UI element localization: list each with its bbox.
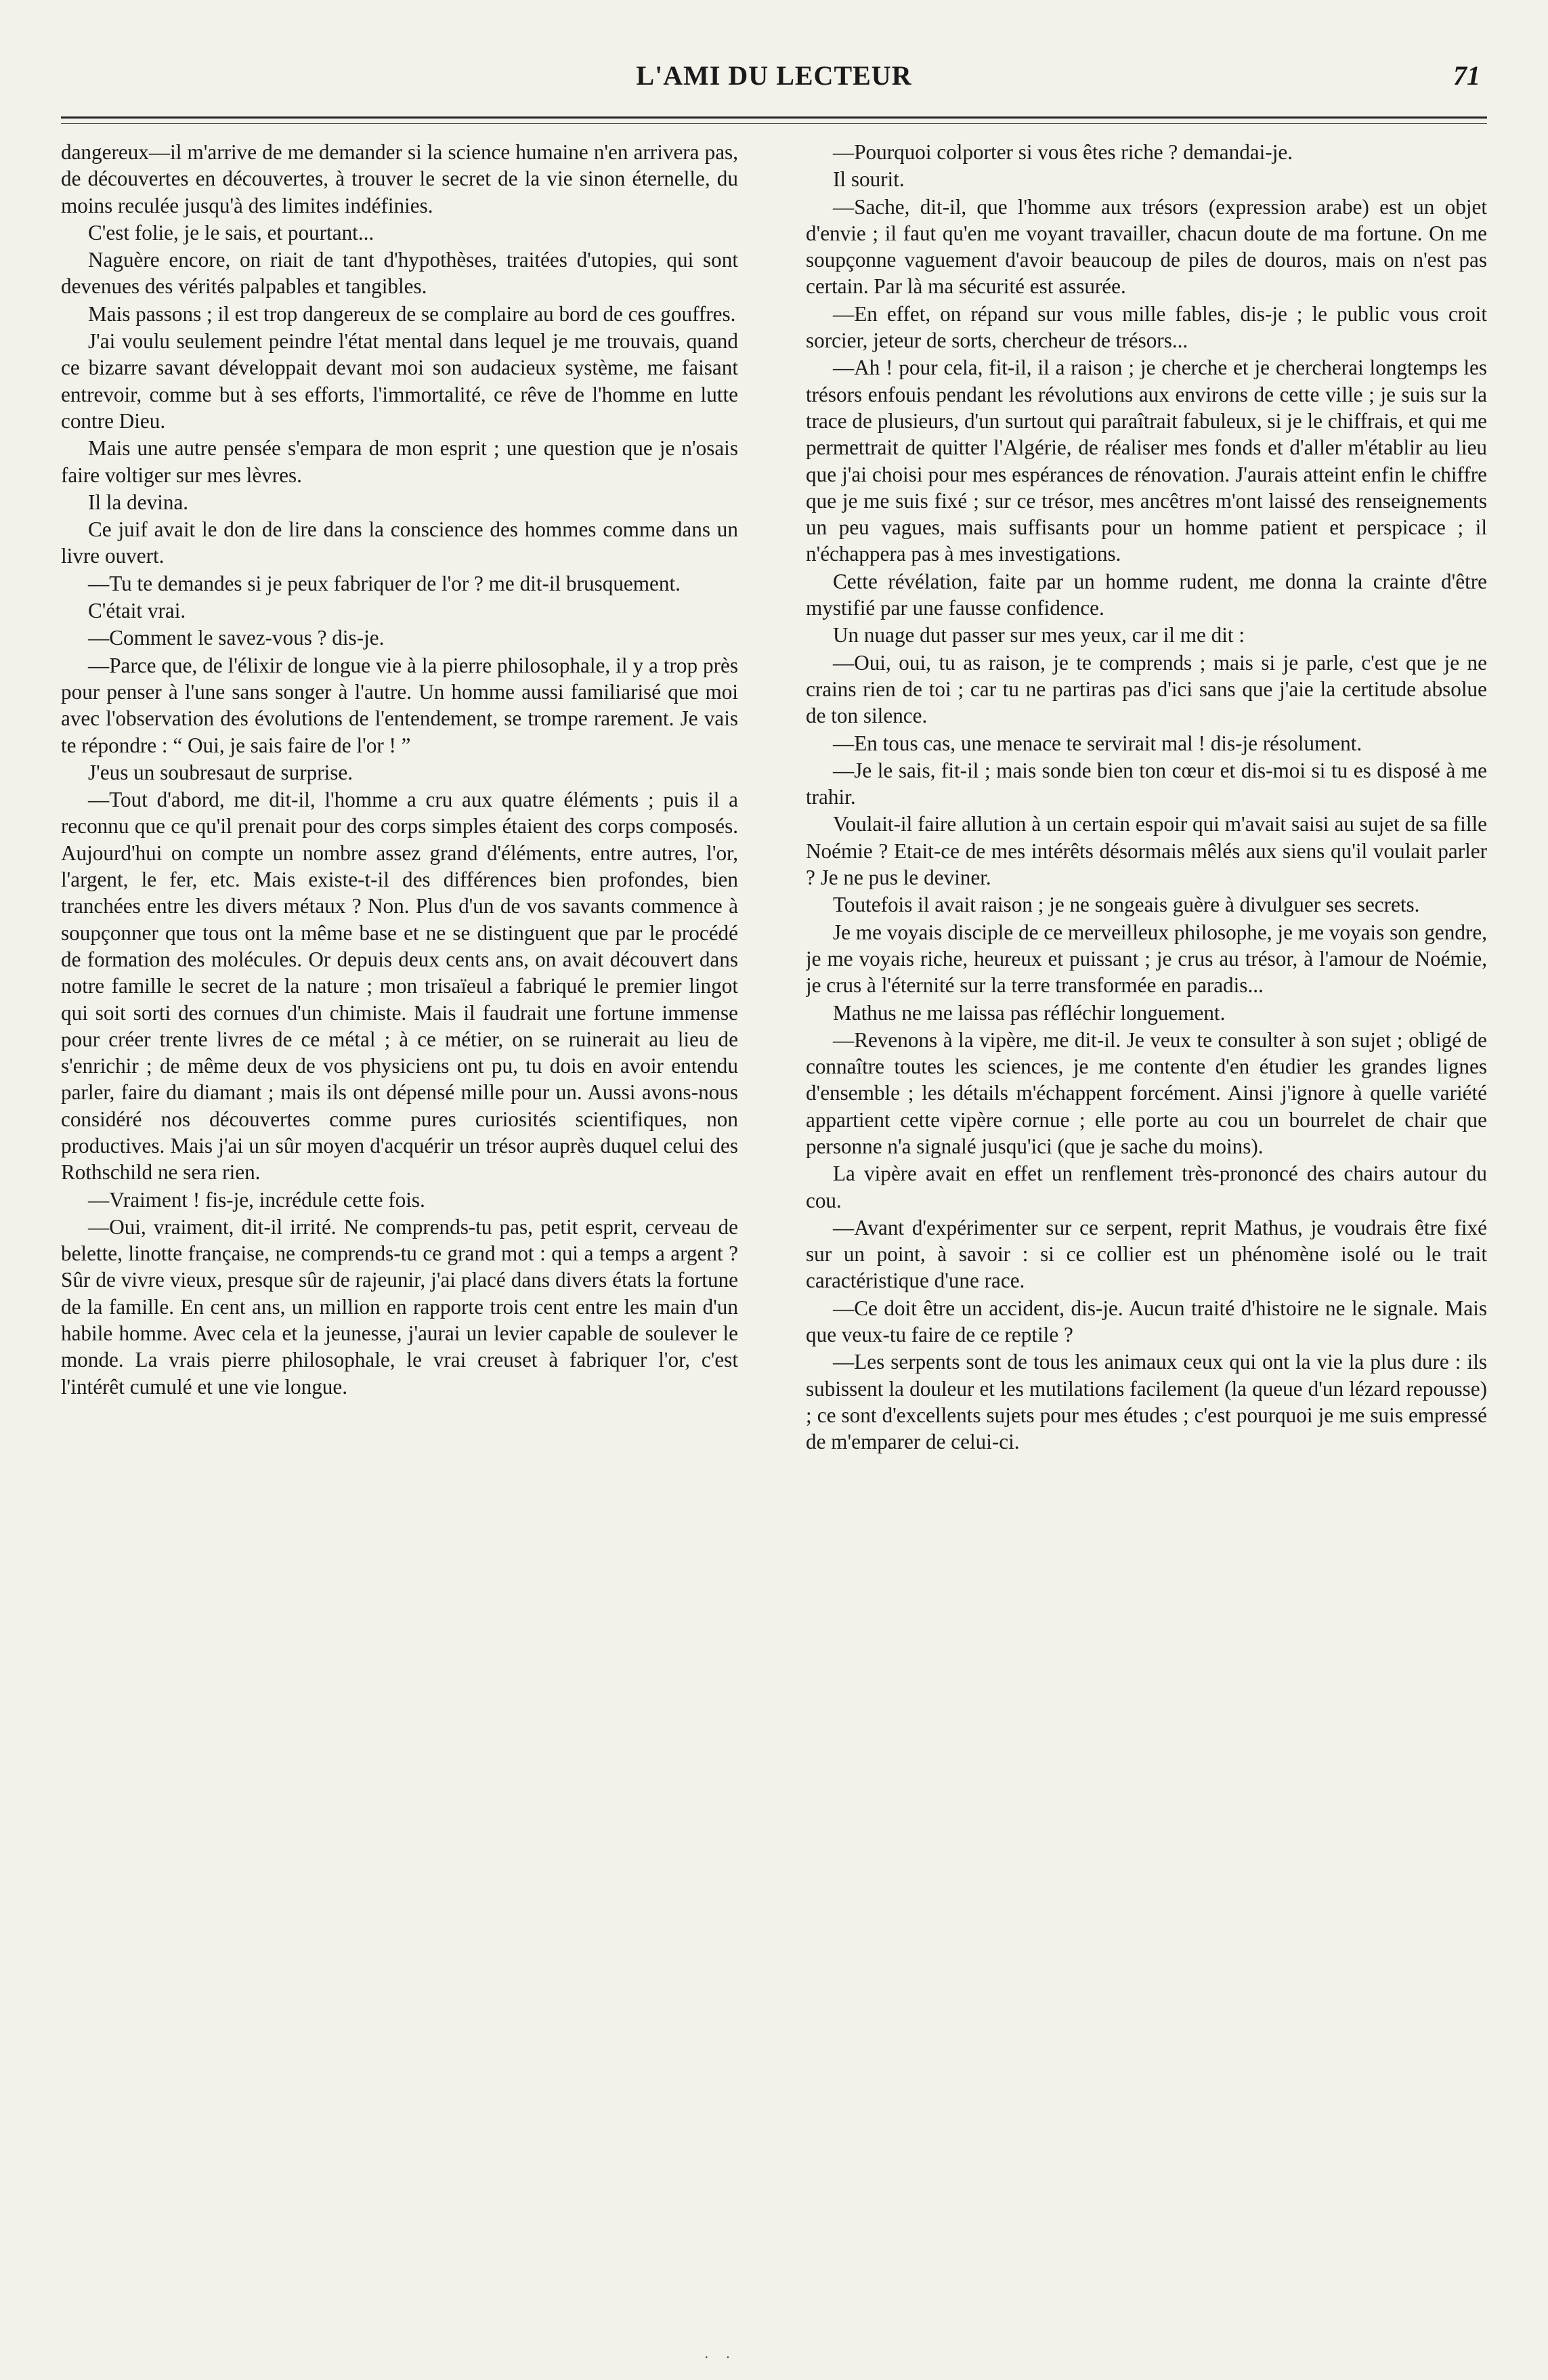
paragraph: —Comment le savez-vous ? dis-je.	[88, 626, 385, 650]
paragraph: —Je le sais, fit-il ; mais sonde bien ton cœur et dis-moi si tu es disposé à me trahir.	[806, 758, 1487, 809]
paragraph: C'est folie, je le sais, et pourtant...	[88, 220, 374, 245]
page-header	[61, 60, 1487, 114]
paragraph: Il la devina.	[88, 490, 189, 514]
paragraph: —Sache, dit-il, que l'homme aux trésors (expression arabe) est un objet d'envie ; il faut qu'en me voyant travailler, chacun doute de ma fortune. On me soupçonne vaguement d'avoir beaucoup de piles de douros, mais on n'est pas certain. Par là ma sécurité est assurée.	[806, 194, 1487, 299]
paragraph: —En effet, on répand sur vous mille fables, dis-je ; le public vous croit sorcier, jeteur de sorts, chercheur de trésors...	[806, 301, 1487, 353]
paragraph: —Oui, oui, tu as raison, je te comprends ; mais si je parle, c'est que je ne crains rien de toi ; car tu ne partiras pas d'ici sans que j'aie la certitude absolue de ton silence.	[806, 650, 1487, 728]
page-number: 71	[1453, 60, 1480, 91]
paragraph: —Les serpents sont de tous les animaux ceux qui ont la vie la plus dure : ils subissent la douleur et les mutilations facilement (la queue d'un lézard repousse) ; ce sont d'excellents sujets pour mes études ; c'est pourquoi je me suis empressé de m'emparer de celui-ci.	[806, 1350, 1487, 1454]
paragraph: J'ai voulu seulement peindre l'état mental dans lequel je me trouvais, quand ce bizarre savant développait devant moi son audacieux système, me faisant entrevoir, comme but à ses efforts, l'immortalité, ce rêve de l'homme en lutte contre Dieu.	[61, 329, 738, 433]
paragraph: Je me voyais disciple de ce merveilleux philosophe, je me voyais son gendre, je me voyais riche, heureux et puissant ; je crus au trésor, à l'amour de Noémie, je crus à l'éternité sur la terre transformée en paradis...	[806, 920, 1487, 998]
paragraph: —Ce doit être un accident, dis-je. Aucun traité d'histoire ne le signale. Mais que veux-tu faire de ce reptile ?	[806, 1296, 1487, 1347]
paragraph: —Avant d'expérimenter sur ce serpent, reprit Mathus, je voudrais être fixé sur un point, à savoir : si ce collier est un phénomène isolé ou le trait caractéristique d'une race.	[806, 1215, 1487, 1293]
paragraph: Cette révélation, faite par un homme rudent, me donna la crainte d'être mystifié par une fausse confidence.	[806, 569, 1487, 620]
print-specks: · ·	[704, 2350, 731, 2365]
paragraph: —Ah ! pour cela, fit-il, il a raison ; je cherche et je chercherai longtemps les trésors enfouis pendant les révolutions aux environs de cette ville ; je suis sur la trace de plusieurs, d'un surtout qui paraîtrait fabuleux, si je le chiffrais, et qui me permettrait de quitter l'Algérie, de réaliser mes fonds et d'aller m'établir au lieu que j'ai choisi pour mes espérances de rénovation. J'aurais atteint enfin le chiffre que je me suis fixé ; sur ce trésor, mes ancêtres m'ont laissé des renseignements un peu vagues, mais suffisants pour un homme patient et perspicace ; il n'échappera pas à mes investigations.	[806, 356, 1487, 566]
right-column	[806, 139, 1487, 2333]
paragraph: Ce juif avait le don de lire dans la conscience des hommes comme dans un livre ouvert.	[61, 517, 738, 568]
paragraph: Mais passons ; il est trop dangereux de se complaire au bord de ces gouffres.	[88, 301, 736, 326]
paragraph: —Vraiment ! fis-je, incrédule cette fois.	[88, 1187, 425, 1212]
paragraph: Voulait-il faire allution à un certain espoir qui m'avait saisi au sujet de sa fille Noémie ? Etait-ce de mes intérêts désormais mêlés aux siens qu'il voulait parler ? Je ne pus le deviner.	[806, 812, 1487, 890]
paragraph: —Tu te demandes si je peux fabriquer de l'or ? me dit-il brusquement.	[88, 571, 681, 595]
paragraph: dangereux—il m'arrive de me demander si la science humaine n'en arrivera pas, de découvertes en découvertes, à trouver le secret de la vie sinon éternelle, du moins reculée jusqu'à des limites indéfinies.	[61, 140, 738, 217]
paragraph: Toutefois il avait raison ; je ne songeais guère à divulguer ses secrets.	[833, 893, 1420, 917]
paragraph: —Oui, vraiment, dit-il irrité. Ne comprends-tu pas, petit esprit, cerveau de belette, linotte française, ne comprends-tu ce grand mot : qui a temps a argent ? Sûr de vivre vieux, presque sûr de rajeunir, j'ai placé dans divers états la fortune de la famille. En cent ans, un million en rapporte trois cent entre les main d'un habile homme. Avec cela et la jeunesse, j'aurai un levier capable de soulever le monde. La vrais pierre philosophale, le vrai creuset à fabriquer l'or, c'est l'intérêt cumulé et une vie longue.	[61, 1214, 738, 1399]
paragraph: Naguère encore, on riait de tant d'hypothèses, traitées d'utopies, qui sont devenues des vérités palpables et tangibles.	[61, 248, 738, 299]
paragraph: —Parce que, de l'élixir de longue vie à la pierre philosophale, il y a trop près pour penser à l'une sans songer à l'autre. Un homme aussi familiarisé que moi avec l'observation des évolutions de l'entendement, se trompe rarement. Je vais te répondre : “ Oui, je sais faire de l'or ! ”	[61, 653, 738, 757]
paragraph: —Pourquoi colporter si vous êtes riche ? demandai-je.	[833, 140, 1293, 164]
paragraph: Mathus ne me laissa pas réfléchir longuement.	[833, 1000, 1226, 1025]
left-column	[61, 139, 738, 2333]
paragraph: J'eus un soubresaut de surprise.	[88, 760, 353, 784]
paragraph: Il sourit.	[833, 167, 905, 192]
paragraph: Mais une autre pensée s'empara de mon esprit ; une question que je n'osais faire voltiger sur mes lèvres.	[61, 436, 738, 487]
header-rule	[61, 116, 1487, 119]
paragraph: La vipère avait en effet un renflement très-prononcé des chairs autour du cou.	[806, 1162, 1487, 1212]
paragraph: Un nuage dut passer sur mes yeux, car il me dit :	[833, 623, 1245, 647]
paragraph: C'était vrai.	[88, 599, 186, 623]
header-rule-thin	[61, 123, 1487, 124]
paragraph: —Revenons à la vipère, me dit-il. Je veux te consulter à son sujet ; obligé de connaître toutes les sciences, je me contente d'en étudier les grandes lignes d'ensemble ; les détails m'échappent forcément. Ainsi j'ignore à quelle variété appartient cette vipère cornue ; elle porte au cou un bourrelet de chair que personne n'a signalé jusqu'ici (que je sache du moins).	[806, 1027, 1487, 1158]
running-head: L'AMI DU LECTEUR	[636, 60, 912, 91]
paragraph: —En tous cas, une menace te servirait mal ! dis-je résolument.	[833, 731, 1362, 755]
paragraph: —Tout d'abord, me dit-il, l'homme a cru aux quatre éléments ; puis il a reconnu que ce qu'il prenait pour des corps simples étaient des corps composés. Aujourd'hui on compte un nombre assez grand d'éléments, entre autres, l'or, l'argent, le fer, etc. Mais existe-t-il des différences bien profondes, bien tranchées entre les divers métaux ? Non. Plus d'un de vos savants commence à soupçonner que tous ont la même base et ne se distinguent que par le procédé de formation des molécules. Or depuis deux cents ans, on avait découvert dans notre famille le secret de la nature ; mon trisaïeul a fabriqué le premier lingot qui soit sorti des cornues d'un chimiste. Mais il faudrait une fortune immense pour créer trente livres de ce métal ; à ce métier, on se ruinerait au lieu de s'enrichir ; de même deux de vos physiciens ont pu, tu dois en avoir entendu parler, faire du diamant ; mais ils ont dépensé mille pour un. Aussi avons-nous considéré nos découvertes comme pures curiosités scientifiques, non productives. Mais j'ai un sûr moyen d'acquérir un trésor auprès duquel celui des Rothschild ne sera rien.	[61, 788, 738, 1185]
